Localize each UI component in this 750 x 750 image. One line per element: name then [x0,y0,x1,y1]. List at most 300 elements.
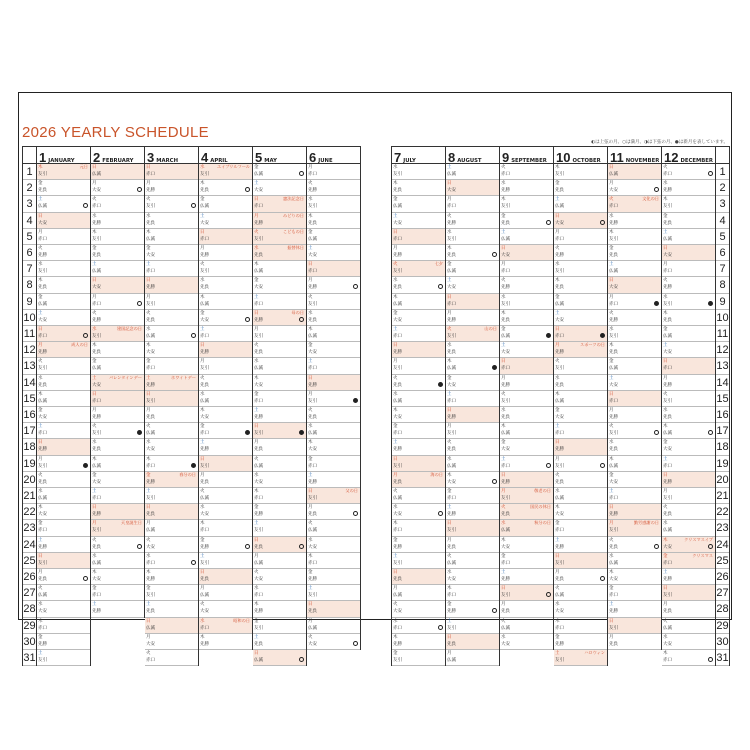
day-cell[interactable] [145,326,198,342]
day-cell[interactable] [253,180,306,196]
day-cell[interactable] [662,585,715,601]
day-cell[interactable] [554,245,607,261]
day-cell[interactable] [307,472,360,488]
day-cell[interactable] [37,277,90,293]
day-cell[interactable] [554,618,607,634]
day-cell[interactable] [307,358,360,374]
day-cell[interactable] [37,196,90,212]
day-cell[interactable] [145,439,198,455]
day-cell[interactable] [145,294,198,310]
day-cell[interactable] [37,213,90,229]
day-cell[interactable] [608,423,661,439]
day-cell[interactable] [37,342,90,358]
day-cell[interactable] [307,537,360,553]
day-cell[interactable] [500,294,553,310]
day-cell[interactable] [662,391,715,407]
day-cell[interactable] [446,229,499,245]
day-cell[interactable] [446,358,499,374]
day-cell[interactable] [392,650,445,666]
day-cell[interactable] [145,391,198,407]
day-cell[interactable] [91,261,144,277]
day-cell[interactable] [500,245,553,261]
day-cell[interactable] [199,326,252,342]
day-cell[interactable] [554,537,607,553]
day-cell[interactable] [91,569,144,585]
day-cell[interactable] [500,634,553,650]
day-cell[interactable] [253,504,306,520]
day-cell[interactable] [307,569,360,585]
day-cell[interactable] [608,310,661,326]
day-cell[interactable] [91,472,144,488]
day-cell[interactable] [37,229,90,245]
day-cell[interactable] [253,472,306,488]
day-cell[interactable] [253,229,306,245]
day-cell[interactable] [392,439,445,455]
day-cell[interactable] [392,634,445,650]
day-cell[interactable] [392,585,445,601]
day-cell[interactable] [392,520,445,536]
day-cell[interactable] [253,164,306,180]
day-cell[interactable] [199,423,252,439]
day-cell[interactable] [662,310,715,326]
day-cell[interactable] [446,245,499,261]
day-cell[interactable] [91,277,144,293]
day-cell[interactable] [554,326,607,342]
day-cell[interactable] [145,196,198,212]
day-cell[interactable] [554,439,607,455]
day-cell[interactable] [608,553,661,569]
day-cell[interactable] [554,180,607,196]
day-cell[interactable] [608,391,661,407]
day-cell[interactable] [662,326,715,342]
day-cell[interactable] [91,553,144,569]
day-cell[interactable] [446,196,499,212]
day-cell[interactable] [662,213,715,229]
day-cell[interactable] [500,213,553,229]
day-cell[interactable] [392,277,445,293]
day-cell[interactable] [554,553,607,569]
day-cell[interactable] [392,553,445,569]
day-cell[interactable] [37,245,90,261]
day-cell[interactable] [37,520,90,536]
day-cell[interactable] [500,472,553,488]
day-cell[interactable] [91,407,144,423]
day-cell[interactable] [91,229,144,245]
day-cell[interactable] [91,342,144,358]
day-cell[interactable] [37,164,90,180]
day-cell[interactable] [608,358,661,374]
day-cell[interactable] [91,585,144,601]
day-cell[interactable] [307,196,360,212]
day-cell[interactable] [446,553,499,569]
day-cell[interactable] [392,504,445,520]
day-cell[interactable] [608,520,661,536]
day-cell[interactable] [608,326,661,342]
day-cell[interactable] [199,358,252,374]
day-cell[interactable] [199,391,252,407]
day-cell[interactable] [608,456,661,472]
day-cell[interactable] [500,488,553,504]
day-cell[interactable] [145,358,198,374]
day-cell[interactable] [392,472,445,488]
day-cell[interactable] [199,553,252,569]
day-cell[interactable] [392,245,445,261]
day-cell[interactable] [145,472,198,488]
day-cell[interactable] [253,391,306,407]
day-cell[interactable] [392,407,445,423]
day-cell[interactable] [307,553,360,569]
day-cell[interactable] [37,294,90,310]
day-cell[interactable] [392,618,445,634]
day-cell[interactable] [500,585,553,601]
day-cell[interactable] [199,618,252,634]
day-cell[interactable] [199,488,252,504]
day-cell[interactable] [554,164,607,180]
day-cell[interactable] [145,618,198,634]
day-cell[interactable] [500,261,553,277]
day-cell[interactable] [662,504,715,520]
day-cell[interactable] [199,277,252,293]
day-cell[interactable] [253,213,306,229]
day-cell[interactable] [446,213,499,229]
day-cell[interactable] [91,196,144,212]
day-cell[interactable] [662,537,715,553]
day-cell[interactable] [392,310,445,326]
day-cell[interactable] [307,294,360,310]
day-cell[interactable] [446,569,499,585]
day-cell[interactable] [500,618,553,634]
day-cell[interactable] [662,342,715,358]
day-cell[interactable] [554,294,607,310]
day-cell[interactable] [91,601,144,617]
day-cell[interactable] [253,520,306,536]
day-cell[interactable] [199,569,252,585]
day-cell[interactable] [500,342,553,358]
day-cell[interactable] [199,294,252,310]
day-cell[interactable] [608,342,661,358]
day-cell[interactable] [145,634,198,650]
day-cell[interactable] [554,650,607,666]
day-cell[interactable] [608,213,661,229]
day-cell[interactable] [446,180,499,196]
day-cell[interactable] [199,180,252,196]
day-cell[interactable] [145,164,198,180]
day-cell[interactable] [392,358,445,374]
day-cell[interactable] [307,439,360,455]
day-cell[interactable] [91,310,144,326]
day-cell[interactable] [662,407,715,423]
day-cell[interactable] [662,294,715,310]
day-cell[interactable] [446,618,499,634]
day-cell[interactable] [500,537,553,553]
day-cell[interactable] [662,569,715,585]
day-cell[interactable] [91,456,144,472]
day-cell[interactable] [500,229,553,245]
day-cell[interactable] [253,358,306,374]
day-cell[interactable] [500,164,553,180]
day-cell[interactable] [307,180,360,196]
day-cell[interactable] [253,488,306,504]
day-cell[interactable] [199,375,252,391]
day-cell[interactable] [37,504,90,520]
day-cell[interactable] [608,488,661,504]
day-cell[interactable] [446,585,499,601]
day-cell[interactable] [307,634,360,650]
day-cell[interactable] [199,310,252,326]
day-cell[interactable] [608,164,661,180]
day-cell[interactable] [253,585,306,601]
day-cell[interactable] [392,326,445,342]
day-cell[interactable] [392,488,445,504]
day-cell[interactable] [446,488,499,504]
day-cell[interactable] [37,601,90,617]
day-cell[interactable] [392,294,445,310]
day-cell[interactable] [307,585,360,601]
day-cell[interactable] [446,520,499,536]
day-cell[interactable] [37,358,90,374]
day-cell[interactable] [307,277,360,293]
day-cell[interactable] [145,504,198,520]
day-cell[interactable] [145,407,198,423]
day-cell[interactable] [199,164,252,180]
day-cell[interactable] [307,423,360,439]
day-cell[interactable] [37,391,90,407]
day-cell[interactable] [500,180,553,196]
day-cell[interactable] [500,553,553,569]
day-cell[interactable] [91,537,144,553]
day-cell[interactable] [446,326,499,342]
day-cell[interactable] [253,650,306,666]
day-cell[interactable] [662,553,715,569]
day-cell[interactable] [392,213,445,229]
day-cell[interactable] [145,650,198,666]
day-cell[interactable] [554,423,607,439]
day-cell[interactable] [608,245,661,261]
day-cell[interactable] [253,423,306,439]
day-cell[interactable] [446,439,499,455]
day-cell[interactable] [253,601,306,617]
day-cell[interactable] [500,326,553,342]
day-cell[interactable] [608,585,661,601]
day-cell[interactable] [554,261,607,277]
day-cell[interactable] [554,213,607,229]
day-cell[interactable] [307,488,360,504]
day-cell[interactable] [446,277,499,293]
day-cell[interactable] [608,618,661,634]
day-cell[interactable] [37,634,90,650]
day-cell[interactable] [91,294,144,310]
day-cell[interactable] [199,504,252,520]
day-cell[interactable] [307,342,360,358]
day-cell[interactable] [662,488,715,504]
day-cell[interactable] [307,310,360,326]
day-cell[interactable] [199,439,252,455]
day-cell[interactable] [145,213,198,229]
day-cell[interactable] [253,407,306,423]
day-cell[interactable] [554,456,607,472]
day-cell[interactable] [500,407,553,423]
day-cell[interactable] [500,569,553,585]
day-cell[interactable] [446,634,499,650]
day-cell[interactable] [145,180,198,196]
day-cell[interactable] [307,520,360,536]
day-cell[interactable] [554,375,607,391]
day-cell[interactable] [446,164,499,180]
day-cell[interactable] [145,585,198,601]
day-cell[interactable] [253,310,306,326]
day-cell[interactable] [608,407,661,423]
day-cell[interactable] [199,520,252,536]
day-cell[interactable] [662,634,715,650]
day-cell[interactable] [554,277,607,293]
day-cell[interactable] [608,537,661,553]
day-cell[interactable] [608,439,661,455]
day-cell[interactable] [145,553,198,569]
day-cell[interactable] [662,650,715,666]
day-cell[interactable] [91,423,144,439]
day-cell[interactable] [37,261,90,277]
day-cell[interactable] [392,196,445,212]
day-cell[interactable] [91,391,144,407]
day-cell[interactable] [446,407,499,423]
day-cell[interactable] [554,488,607,504]
day-cell[interactable] [145,569,198,585]
day-cell[interactable] [253,277,306,293]
day-cell[interactable] [554,391,607,407]
day-cell[interactable] [554,504,607,520]
day-cell[interactable] [253,553,306,569]
day-cell[interactable] [199,213,252,229]
day-cell[interactable] [446,391,499,407]
day-cell[interactable] [662,423,715,439]
day-cell[interactable] [392,391,445,407]
day-cell[interactable] [145,456,198,472]
day-cell[interactable] [446,650,499,666]
day-cell[interactable] [662,196,715,212]
day-cell[interactable] [199,196,252,212]
day-cell[interactable] [37,326,90,342]
day-cell[interactable] [392,569,445,585]
day-cell[interactable] [446,456,499,472]
day-cell[interactable] [554,342,607,358]
day-cell[interactable] [145,261,198,277]
day-cell[interactable] [307,229,360,245]
day-cell[interactable] [145,601,198,617]
day-cell[interactable] [37,423,90,439]
day-cell[interactable] [554,569,607,585]
day-cell[interactable] [662,618,715,634]
day-cell[interactable] [91,439,144,455]
day-cell[interactable] [307,326,360,342]
day-cell[interactable] [199,634,252,650]
day-cell[interactable] [662,164,715,180]
day-cell[interactable] [253,375,306,391]
day-cell[interactable] [500,423,553,439]
day-cell[interactable] [446,261,499,277]
day-cell[interactable] [37,407,90,423]
day-cell[interactable] [662,261,715,277]
day-cell[interactable] [500,439,553,455]
day-cell[interactable] [253,439,306,455]
day-cell[interactable] [500,504,553,520]
day-cell[interactable] [608,472,661,488]
day-cell[interactable] [37,472,90,488]
day-cell[interactable] [91,520,144,536]
day-cell[interactable] [37,537,90,553]
day-cell[interactable] [307,601,360,617]
day-cell[interactable] [392,375,445,391]
day-cell[interactable] [554,310,607,326]
day-cell[interactable] [91,326,144,342]
day-cell[interactable] [145,310,198,326]
day-cell[interactable] [662,472,715,488]
day-cell[interactable] [392,537,445,553]
day-cell[interactable] [145,537,198,553]
day-cell[interactable] [253,537,306,553]
day-cell[interactable] [307,164,360,180]
day-cell[interactable] [554,472,607,488]
day-cell[interactable] [392,342,445,358]
day-cell[interactable] [307,456,360,472]
day-cell[interactable] [500,520,553,536]
day-cell[interactable] [37,618,90,634]
day-cell[interactable] [91,245,144,261]
day-cell[interactable] [199,537,252,553]
day-cell[interactable] [662,277,715,293]
day-cell[interactable] [91,180,144,196]
day-cell[interactable] [145,488,198,504]
day-cell[interactable] [37,569,90,585]
day-cell[interactable] [91,504,144,520]
day-cell[interactable] [446,310,499,326]
day-cell[interactable] [554,634,607,650]
day-cell[interactable] [253,618,306,634]
day-cell[interactable] [554,358,607,374]
day-cell[interactable] [37,488,90,504]
day-cell[interactable] [91,164,144,180]
day-cell[interactable] [199,261,252,277]
day-cell[interactable] [145,342,198,358]
day-cell[interactable] [446,423,499,439]
day-cell[interactable] [253,245,306,261]
day-cell[interactable] [307,213,360,229]
day-cell[interactable] [91,213,144,229]
day-cell[interactable] [608,277,661,293]
day-cell[interactable] [37,310,90,326]
day-cell[interactable] [554,585,607,601]
day-cell[interactable] [37,439,90,455]
day-cell[interactable] [446,601,499,617]
day-cell[interactable] [662,520,715,536]
day-cell[interactable] [500,456,553,472]
day-cell[interactable] [392,261,445,277]
day-cell[interactable] [608,261,661,277]
day-cell[interactable] [253,569,306,585]
day-cell[interactable] [500,358,553,374]
day-cell[interactable] [145,423,198,439]
day-cell[interactable] [608,601,661,617]
day-cell[interactable] [608,634,661,650]
day-cell[interactable] [500,375,553,391]
day-cell[interactable] [446,504,499,520]
day-cell[interactable] [253,342,306,358]
day-cell[interactable] [37,553,90,569]
day-cell[interactable] [392,423,445,439]
day-cell[interactable] [37,585,90,601]
day-cell[interactable] [307,391,360,407]
day-cell[interactable] [500,391,553,407]
day-cell[interactable] [199,472,252,488]
